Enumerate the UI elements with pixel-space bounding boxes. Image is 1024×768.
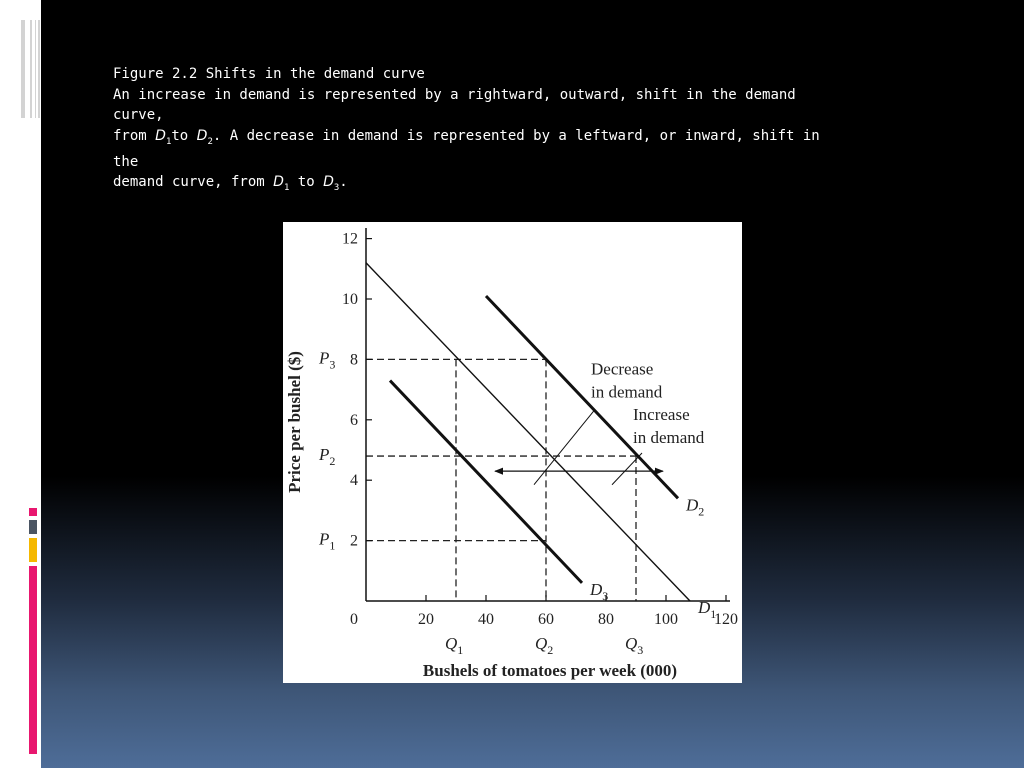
y-tick-label: 10 [342, 291, 358, 308]
curve-label-d1: $D_1$ [698, 598, 717, 621]
x-tick-label: 60 [538, 611, 554, 628]
chart-svg [283, 222, 742, 683]
annotation-text: in demand [633, 427, 705, 447]
caption-line: An increase in demand is represented by a rightward, outward, shift in the demand curve, [113, 86, 796, 123]
x-tick-label: 120 [714, 611, 738, 628]
curve-label-d3: $D_3$ [590, 579, 609, 603]
x-tick-label: 40 [478, 611, 494, 628]
annotation-pointer [612, 453, 642, 485]
demand-curve-d3 [390, 381, 582, 583]
x-tick-label: 0 [350, 611, 358, 628]
accent-bar-yellow [29, 538, 37, 562]
quantity-label-2: $Q_2$ [535, 634, 554, 657]
price-label-1: $P_1$ [319, 529, 336, 553]
strip-bar [30, 20, 32, 118]
accent-bar-pink [29, 508, 37, 516]
demand-chart [283, 222, 742, 683]
accent-bar-gray [29, 520, 37, 534]
y-tick-label: 8 [350, 351, 358, 369]
caption-line: from $D_1to$ $D_2$. A decrease in demand is represented by a leftward, or inward, shift in the [113, 127, 820, 170]
quantity-label-1: $Q_1$ [445, 634, 464, 657]
annotation-text: in demand [591, 382, 663, 402]
figure-caption [113, 64, 853, 199]
x-axis-title: Bushels of tomatoes per week (000) [422, 661, 678, 680]
strip-bar [38, 20, 40, 118]
price-label-3: $P_3$ [319, 348, 336, 372]
annotation-text: Increase [633, 404, 690, 424]
x-tick-label: 100 [654, 611, 678, 628]
left-strip [0, 0, 41, 768]
annotation-text: Decrease [591, 359, 654, 379]
y-axis-title: Price per bushel ($) [285, 351, 304, 493]
y-tick-label: 4 [350, 472, 358, 490]
x-tick-label: 20 [418, 611, 434, 628]
y-tick-label: 2 [350, 532, 358, 550]
y-tick-label: 6 [350, 411, 358, 429]
y-tick-label: 12 [342, 230, 358, 248]
accent-bar-pink-long [29, 566, 37, 754]
strip-bar [35, 20, 36, 118]
caption-title: Figure 2.2 Shifts in the demand curve [113, 66, 425, 82]
x-tick-label: 80 [598, 611, 614, 628]
caption-line: demand curve, from $D_1$ to $D_3$. [113, 174, 348, 194]
quantity-label-3: $Q_3$ [625, 634, 644, 657]
curve-label-d2: $D_2$ [686, 495, 705, 519]
price-label-2: $P_2$ [319, 445, 336, 469]
strip-bar [21, 20, 25, 118]
